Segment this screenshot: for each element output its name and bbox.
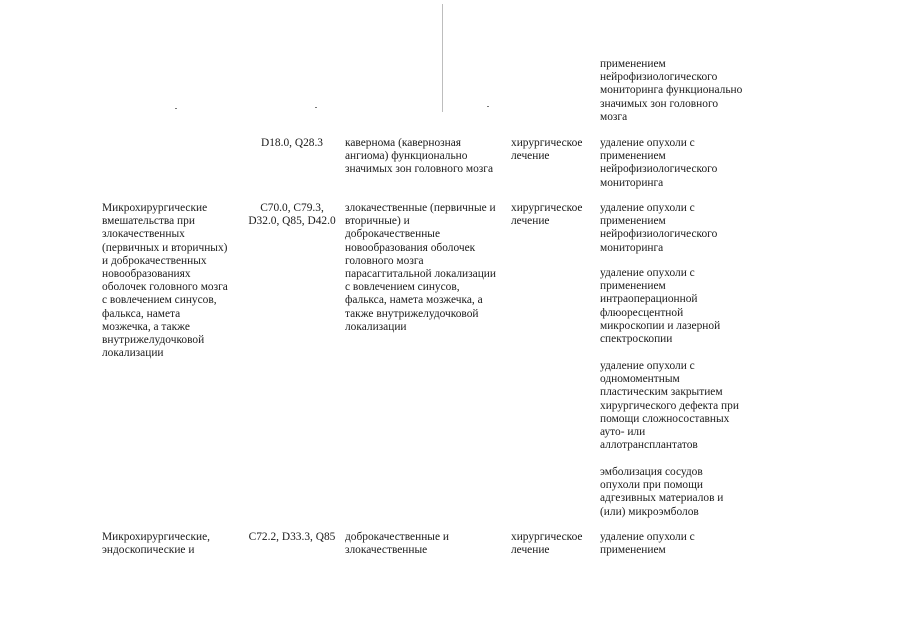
icd-codes: C70.0, C79.3, D32.0, Q85, D42.0 (248, 202, 336, 228)
icd-codes: C72.2, D33.3, Q85 (248, 531, 336, 543)
scan-speck (487, 106, 489, 107)
treatment-method: применением нейрофизиологического мониторинга функционально значимых зон головного мозга (600, 58, 743, 123)
treatment-method: удаление опухоли с применением нейрофизиологического мониторинга (600, 137, 718, 189)
scan-speck (315, 107, 317, 108)
treatment-type: хирургическое лечение (511, 137, 583, 163)
care-type-name: Микрохирургические, эндоскопические и (102, 531, 211, 557)
patient-model: злокачественные (первичные и вторичные) и доброкачественные новообразования оболочек головного мозга парасаггитальной локализации с вовлечением синусов, фалькса, намета мозжечка, а также внутрижелудочковой локализации (345, 202, 496, 333)
treatment-method: эмболизация сосудов опухоли при помощи адгезивных материалов и (или) микроэмболов (600, 466, 724, 518)
scan-fold-line (442, 4, 443, 112)
treatment-method: удаление опухоли с применением (600, 531, 695, 557)
icd-codes: D18.0, Q28.3 (260, 137, 323, 149)
patient-model: кавернома (кавернозная ангиома) функционально значимых зон головного мозга (345, 137, 494, 176)
treatment-method: удаление опухоли с одномоментным пластическим закрытием хирургического дефекта при помощи сложносоставных ауто- или аллотрансплантатов (600, 360, 739, 452)
patient-model: доброкачественные и злокачественные (345, 531, 449, 557)
care-type-name: Микрохирургические вмешательства при злокачественных (первичных и вторичных) и доброкачественных новообразованиях оболочек головного мозга с вовлечением синусов, фалькса, намета мозжечка, а также внутрижелудочковой локализации (102, 202, 228, 360)
treatment-type: хирургическое лечение (511, 531, 583, 557)
treatment-method: удаление опухоли с применением интраоперационной флюоресцентной микроскопии и лазерной спектроскопии (600, 267, 721, 346)
treatment-type: хирургическое лечение (511, 202, 583, 228)
scan-speck (175, 108, 177, 109)
treatment-method: удаление опухоли с применением нейрофизиологического мониторинга (600, 202, 718, 254)
